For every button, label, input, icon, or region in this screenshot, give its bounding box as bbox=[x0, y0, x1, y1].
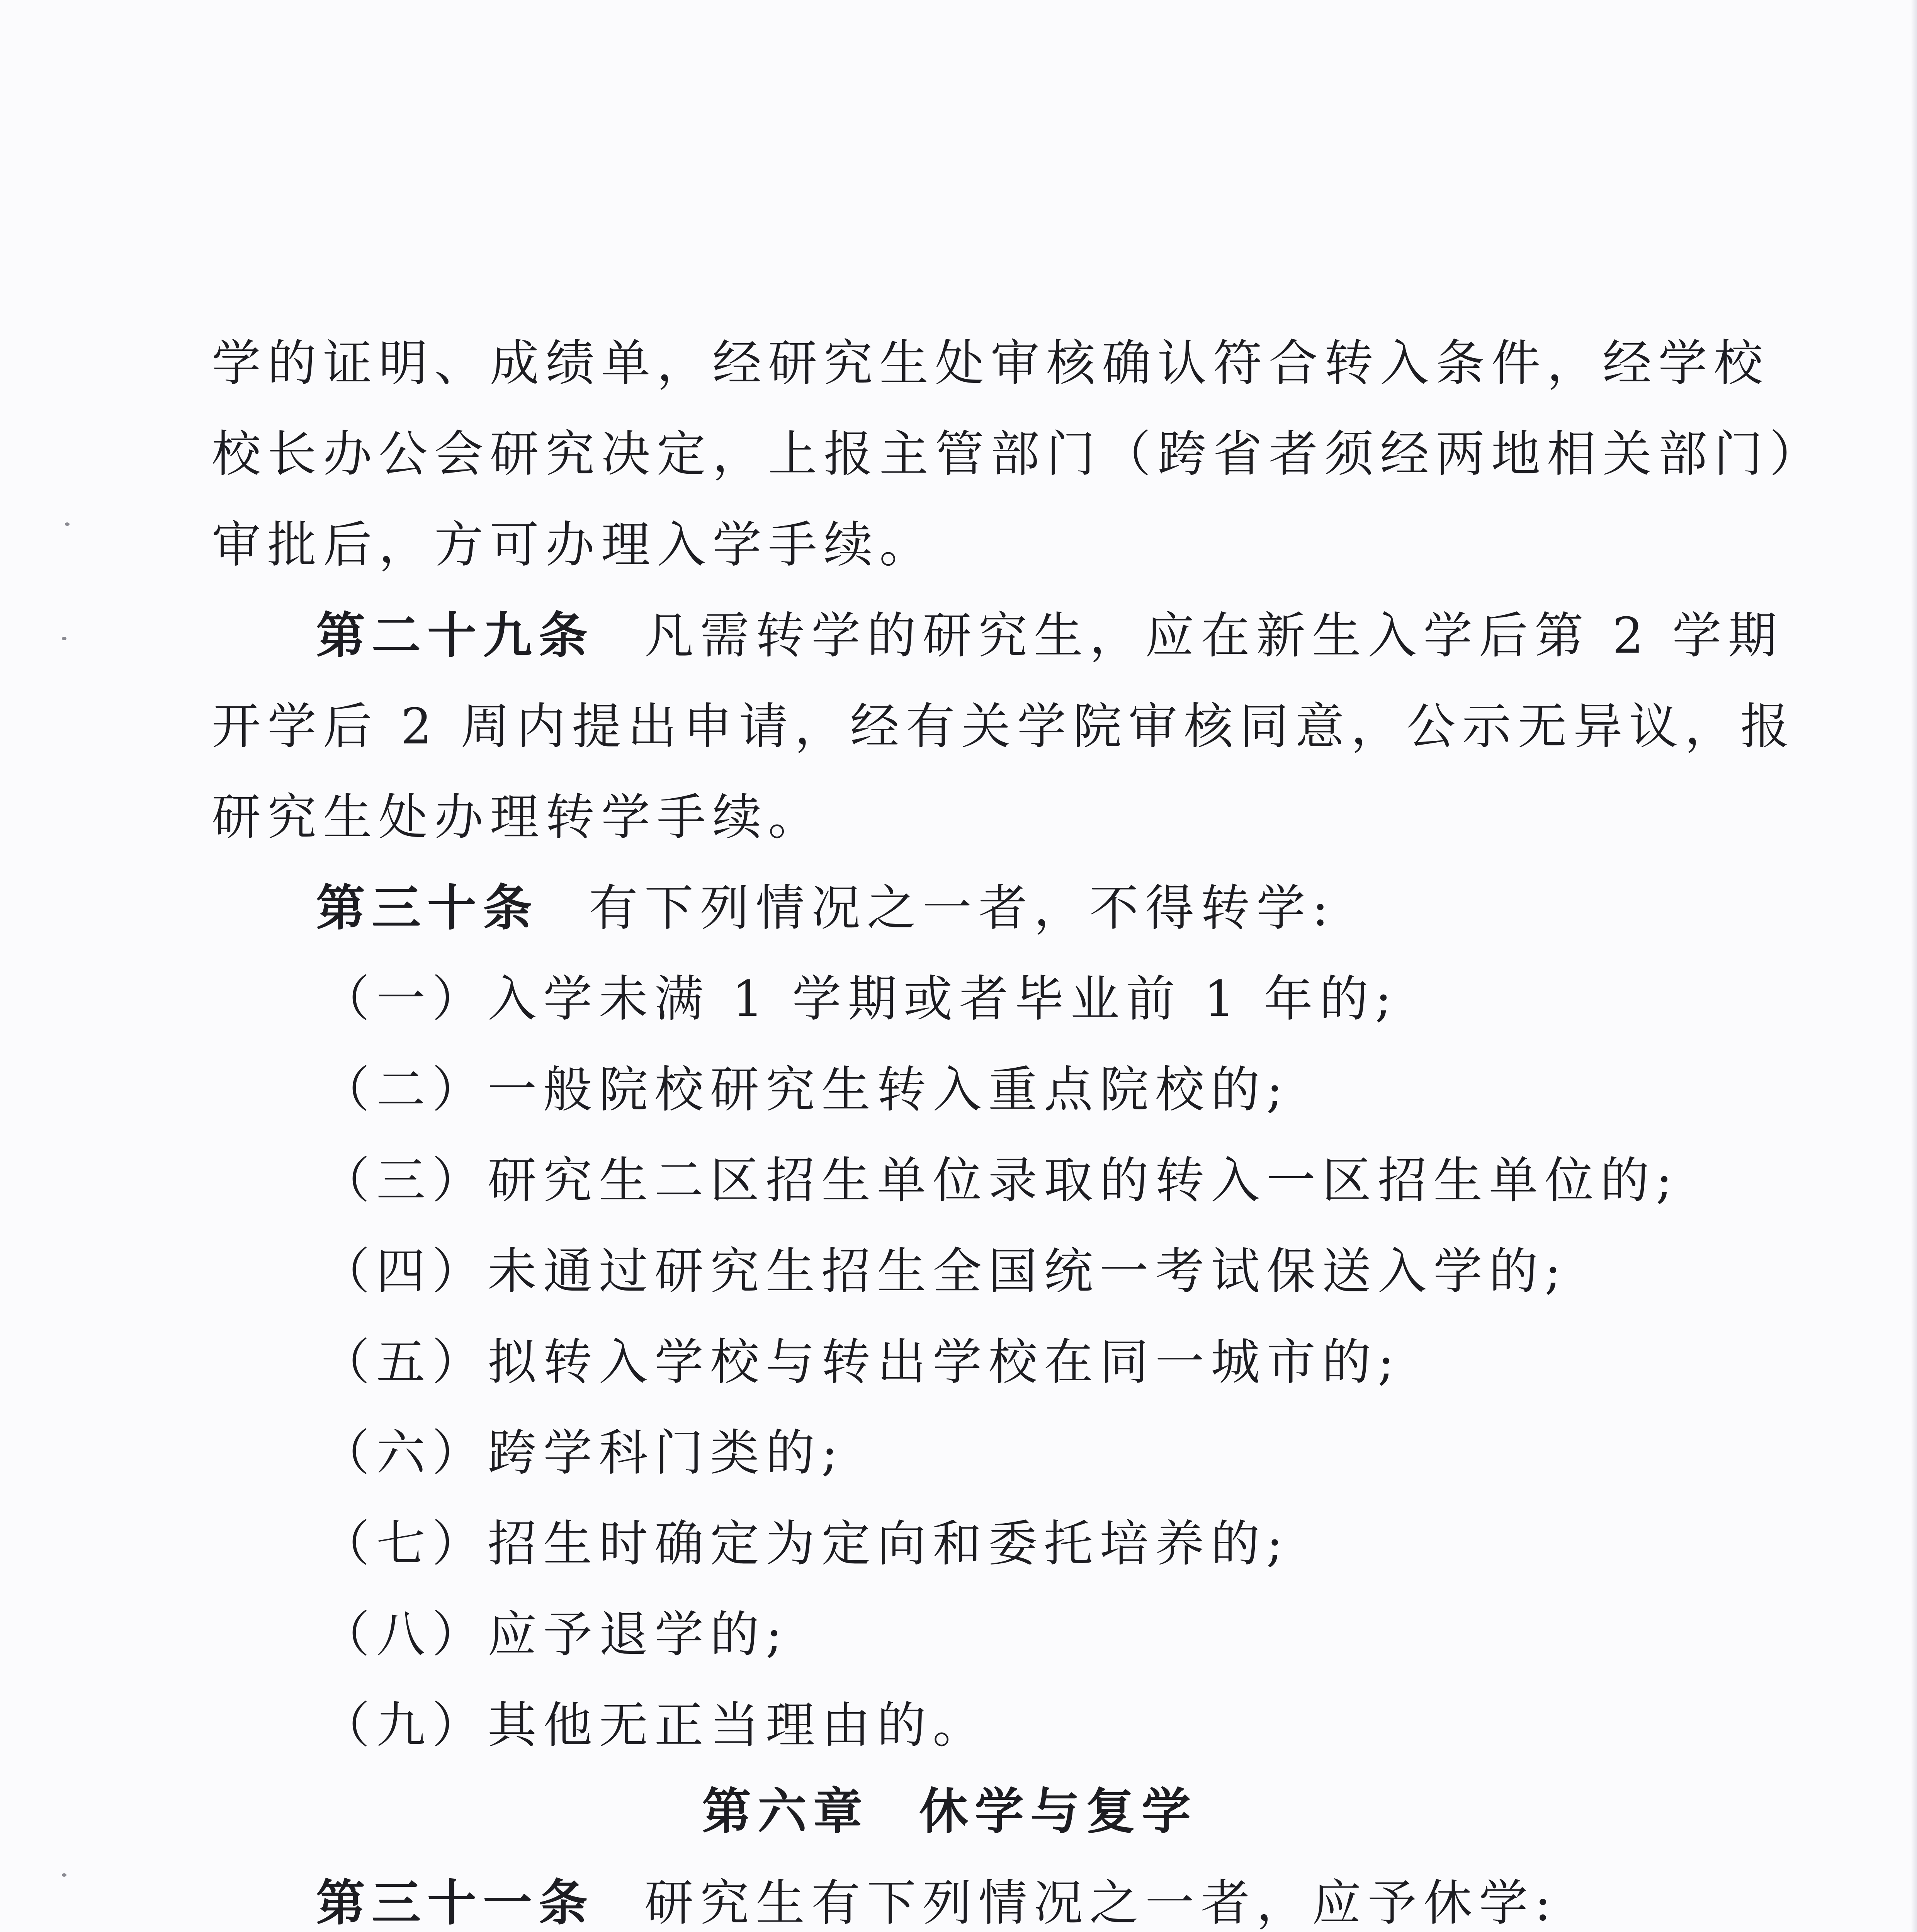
article-29-text: 凡需转学的研究生，应在新生入学后第 2 学期 bbox=[644, 607, 1784, 664]
chapter-heading bbox=[212, 1781, 1688, 1842]
article-29-first-line bbox=[316, 605, 1784, 667]
article-30-intro: 有下列情况之一者，不得转学: bbox=[589, 879, 1335, 937]
chapter-title: 休学与复学 bbox=[919, 1783, 1198, 1840]
paragraph-line: 开学后 2 周内提出申请，经有关学院审核同意，公示无异议，报 bbox=[212, 698, 1796, 755]
list-item: （六）跨学科门类的; bbox=[321, 1424, 845, 1481]
article-30-first-line bbox=[316, 877, 1335, 939]
scan-edge bbox=[1911, 0, 1917, 1932]
list-item: （四）未通过研究生招生全国统一考试保送入学的; bbox=[321, 1243, 1568, 1300]
list-item: （一）入学未满 1 学期或者毕业前 1 年的; bbox=[321, 970, 1398, 1027]
paragraph-line: 审批后，方可办理入学手续。 bbox=[212, 516, 935, 573]
chapter-number: 第六章 bbox=[702, 1783, 869, 1840]
list-item: （二）一般院校研究生转入重点院校的; bbox=[321, 1061, 1290, 1118]
paragraph-line: 校长办公会研究决定，上报主管部门（跨省者须经两地相关部门） bbox=[212, 425, 1825, 483]
scan-speck bbox=[62, 637, 66, 640]
paragraph-line: 学的证明、成绩单，经研究生处审核确认符合转入条件，经学校 bbox=[212, 335, 1770, 392]
scan-speck bbox=[65, 522, 70, 526]
list-item: （五）拟转入学校与转出学校在同一城市的; bbox=[321, 1333, 1401, 1391]
article-31-first-line bbox=[316, 1872, 1558, 1932]
list-item: （三）研究生二区招生单位录取的转入一区招生单位的; bbox=[321, 1152, 1679, 1209]
article-31-intro: 研究生有下列情况之一者，应予休学: bbox=[644, 1874, 1558, 1932]
list-item: （九）其他无正当理由的。 bbox=[321, 1697, 989, 1754]
article-29-heading: 第二十九条 bbox=[316, 607, 595, 664]
list-item: （七）招生时确定为定向和委托培养的; bbox=[321, 1515, 1290, 1572]
paragraph-line: 研究生处办理转学手续。 bbox=[212, 789, 824, 846]
list-item: （八）应予退学的; bbox=[321, 1606, 789, 1663]
scan-speck bbox=[62, 1873, 66, 1877]
article-31-heading: 第三十一条 bbox=[316, 1874, 595, 1932]
article-30-heading: 第三十条 bbox=[316, 879, 539, 937]
